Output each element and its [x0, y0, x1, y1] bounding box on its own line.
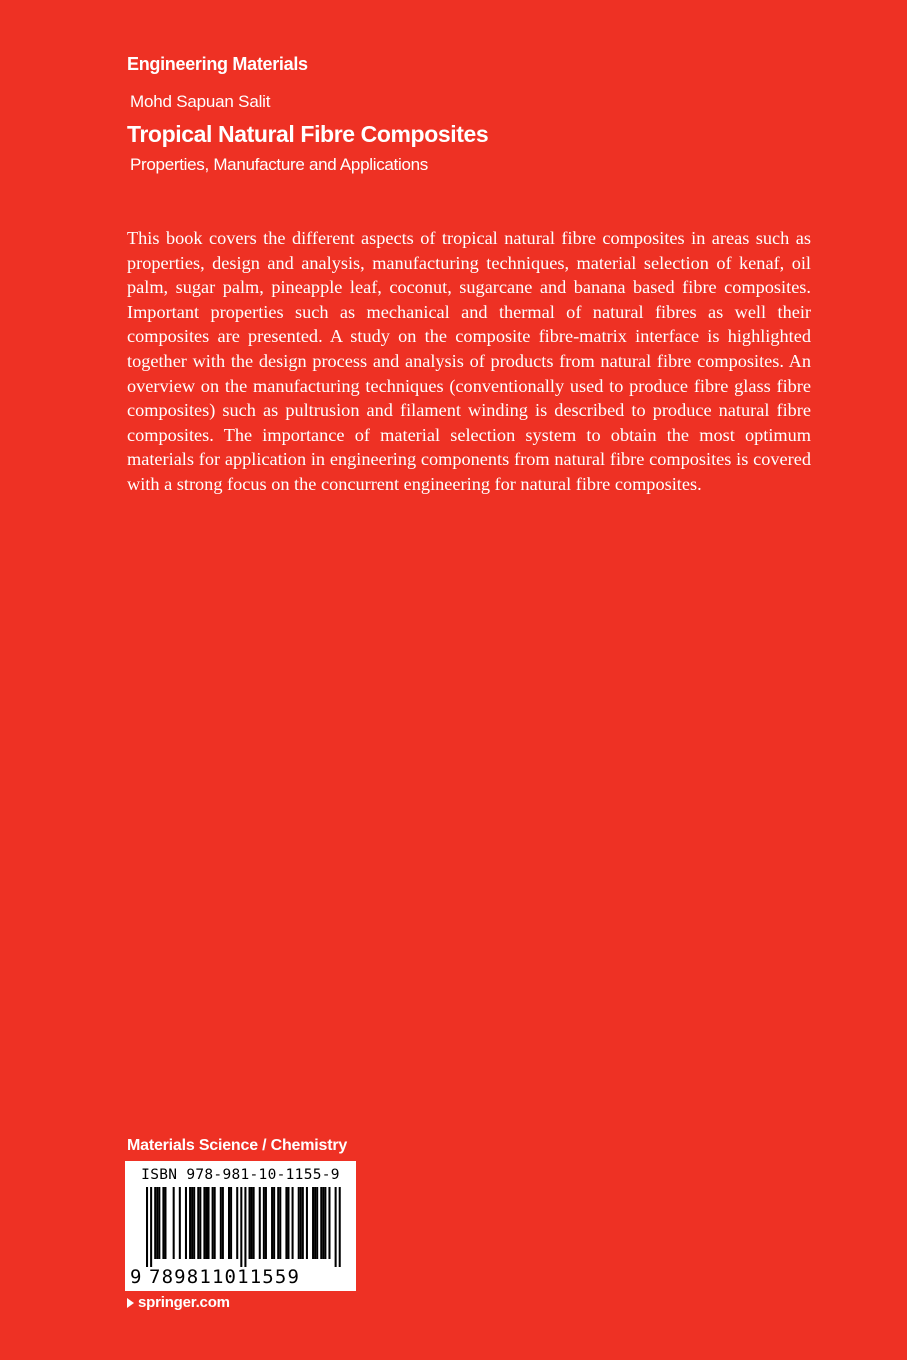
ean-rest-digits: 789811011559	[149, 1266, 301, 1288]
barcode-bar	[205, 1187, 207, 1259]
barcode-bar	[197, 1187, 199, 1259]
barcode-bar	[228, 1187, 230, 1259]
isbn-label: ISBN 978-981-10-1155-9	[141, 1167, 340, 1183]
barcode-bar	[212, 1187, 214, 1259]
barcode-bar	[251, 1187, 253, 1259]
barcode-bar	[191, 1187, 193, 1259]
barcode-bar	[154, 1187, 156, 1259]
barcode-bar	[249, 1187, 251, 1259]
barcode-bar	[314, 1187, 316, 1259]
barcode-bar	[324, 1187, 326, 1259]
barcode-bar	[208, 1187, 210, 1259]
barcode-bar	[265, 1187, 267, 1259]
barcode-icon	[135, 1187, 347, 1267]
barcode-bar	[203, 1187, 205, 1259]
barcode-bar	[292, 1187, 294, 1259]
barcode-bar	[253, 1187, 255, 1259]
subject-category: Materials Science / Chemistry	[127, 1137, 348, 1154]
book-description: This book covers the different aspects of tropical natural fibre composites in areas such as properties, design and analysis, manufacturing techniques, material selection of kenaf, oil palm, sugar palm, pineapple leaf, coconut, sugarcane and banana based fibre composites. Important properties such as mechanical and thermal of natural fibres as well their composites are presented. A study on the composite fibre-matrix interface is highlighted together with the design process and analysis of products from natural fibre composites. An overview on the manufacturing techniques (conventionally used to produce fibre glass fibre composites) such as pultrusion and filament winding is described to produce natural fibre composites. The importance of material selection system to obtain the most optimum materials for application in engineering components from natural fibre composites is covered with a strong focus on the concurrent engineering for natural fibre composites.	[127, 228, 811, 494]
publisher-link[interactable]	[127, 1294, 230, 1311]
barcode-bar	[185, 1187, 187, 1259]
barcode-bar	[339, 1187, 341, 1267]
ean-first-digit: 9	[130, 1266, 142, 1288]
barcode-bar	[220, 1187, 222, 1259]
isbn-barcode-box	[125, 1161, 356, 1291]
barcode-bar	[156, 1187, 158, 1259]
barcode-bar	[312, 1187, 314, 1259]
barcode-bar	[222, 1187, 224, 1259]
barcode-bar	[199, 1187, 201, 1259]
barcode-bar	[316, 1187, 318, 1259]
barcode-bar	[230, 1187, 232, 1259]
triangle-right-icon	[127, 1298, 134, 1308]
barcode-bar	[320, 1187, 322, 1259]
barcode-bar	[162, 1187, 164, 1259]
barcode-bar	[146, 1187, 148, 1267]
barcode-bar	[214, 1187, 216, 1259]
barcode-bar	[335, 1187, 337, 1267]
series-name: Engineering Materials	[127, 54, 308, 74]
barcode-bar	[158, 1187, 160, 1259]
barcode-bar	[300, 1187, 302, 1259]
barcode-bar	[273, 1187, 275, 1259]
barcode-bar	[302, 1187, 304, 1259]
barcode-bar	[259, 1187, 261, 1259]
book-title: Tropical Natural Fibre Composites	[127, 121, 489, 147]
barcode-bar	[179, 1187, 181, 1259]
barcode-bar	[150, 1187, 152, 1267]
barcode-bar	[287, 1187, 289, 1259]
barcode-bar	[236, 1187, 238, 1259]
barcode-bar	[189, 1187, 191, 1259]
ean-digits	[125, 1266, 356, 1288]
barcode-bar	[277, 1187, 279, 1259]
barcode-bar	[285, 1187, 287, 1259]
barcode-bar	[298, 1187, 300, 1259]
barcode-bar	[271, 1187, 273, 1259]
barcode-bar	[306, 1187, 308, 1259]
barcode-bar	[164, 1187, 166, 1259]
barcode-bar	[193, 1187, 195, 1259]
author-name: Mohd Sapuan Salit	[130, 92, 271, 111]
barcode-bar	[173, 1187, 175, 1259]
book-subtitle: Properties, Manufacture and Applications	[130, 155, 428, 174]
barcode-bar	[279, 1187, 281, 1259]
barcode-bar	[240, 1187, 242, 1267]
barcode-bar	[322, 1187, 324, 1259]
barcode-bar	[328, 1187, 330, 1259]
barcode-bar	[244, 1187, 246, 1267]
publisher-link-label: springer.com	[138, 1294, 230, 1311]
barcode-bar	[263, 1187, 265, 1259]
